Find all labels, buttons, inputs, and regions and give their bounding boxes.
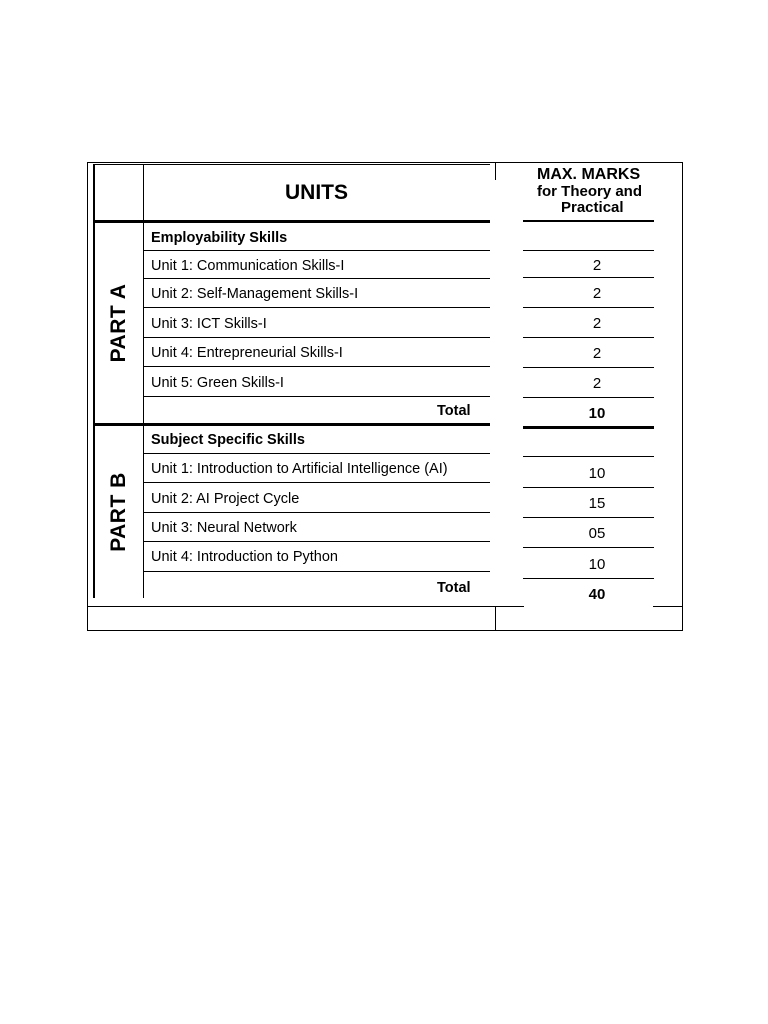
row-line (144, 366, 490, 367)
marks-row-line (523, 337, 654, 338)
marks-row-line (523, 367, 654, 368)
part-a-total-marks: 10 (588, 405, 606, 422)
header-top-line (93, 164, 490, 165)
marks-gap (524, 604, 653, 609)
row-line (144, 307, 490, 308)
marks-header-bottom-line (523, 220, 654, 222)
part-a-total-label: Total (437, 403, 471, 419)
section-divider (93, 423, 490, 426)
part-b-section-title: Subject Specific Skills (151, 432, 305, 448)
marks-header-line1: MAX. MARKS (537, 166, 641, 183)
part-a-unit-5: Unit 5: Green Skills-I (151, 375, 284, 391)
part-a-unit-2-marks: 2 (592, 285, 602, 302)
part-a-unit-3: Unit 3: ICT Skills-I (151, 316, 267, 332)
row-line (144, 337, 490, 338)
part-a-unit-2: Unit 2: Self-Management Skills-I (151, 286, 359, 302)
marks-row-line (523, 307, 654, 308)
part-b-unit-4: Unit 4: Introduction to Python (151, 549, 338, 565)
row-line (144, 571, 490, 572)
part-b-unit-2: Unit 2: AI Project Cycle (151, 491, 300, 507)
part-b-unit-4-marks: 10 (588, 556, 606, 573)
row-line (144, 541, 490, 542)
column-divider (495, 606, 496, 630)
part-a-unit-1-marks: 2 (592, 257, 602, 274)
part-b-unit-3: Unit 3: Neural Network (151, 520, 297, 536)
header-bottom-line (93, 220, 490, 223)
part-a-unit-1: Unit 1: Communication Skills-I (151, 258, 345, 274)
marks-header-line2: for Theory and (537, 183, 643, 200)
part-a-section-title: Employability Skills (151, 230, 288, 246)
marks-section-divider (523, 426, 654, 429)
part-a-unit-4: Unit 4: Entrepreneurial Skills-I (151, 345, 343, 361)
row-line (144, 482, 490, 483)
part-b-unit-3-marks: 05 (588, 525, 606, 542)
part-a-unit-5-marks: 2 (592, 375, 602, 392)
part-b-unit-2-marks: 15 (588, 495, 606, 512)
row-line (144, 250, 490, 251)
row-line (144, 278, 490, 279)
part-column-border (143, 164, 144, 598)
row-line (144, 512, 490, 513)
marks-row-line (523, 578, 654, 579)
marks-row-line (523, 397, 654, 398)
marks-row-line (523, 547, 654, 548)
part-b-total-marks: 40 (588, 586, 606, 603)
units-header: UNITS (285, 181, 348, 204)
marks-row-line (523, 250, 654, 251)
marks-row-line (523, 487, 654, 488)
marks-header-line3: Practical (561, 199, 624, 216)
part-b-total-label: Total (437, 580, 471, 596)
frame-edge (495, 162, 496, 180)
part-b-unit-1-marks: 10 (588, 465, 606, 482)
part-a-unit-4-marks: 2 (592, 345, 602, 362)
part-b-unit-1: Unit 1: Introduction to Artificial Intelligence (AI) (151, 461, 448, 477)
part-b-label: PART B (107, 472, 130, 552)
marks-row-line (523, 456, 654, 457)
marks-row-line (523, 277, 654, 278)
marks-row-line (523, 517, 654, 518)
row-line (144, 453, 490, 454)
left-border (93, 164, 95, 598)
row-line (144, 396, 490, 397)
part-a-label: PART A (107, 283, 130, 363)
part-a-unit-3-marks: 2 (592, 315, 602, 332)
